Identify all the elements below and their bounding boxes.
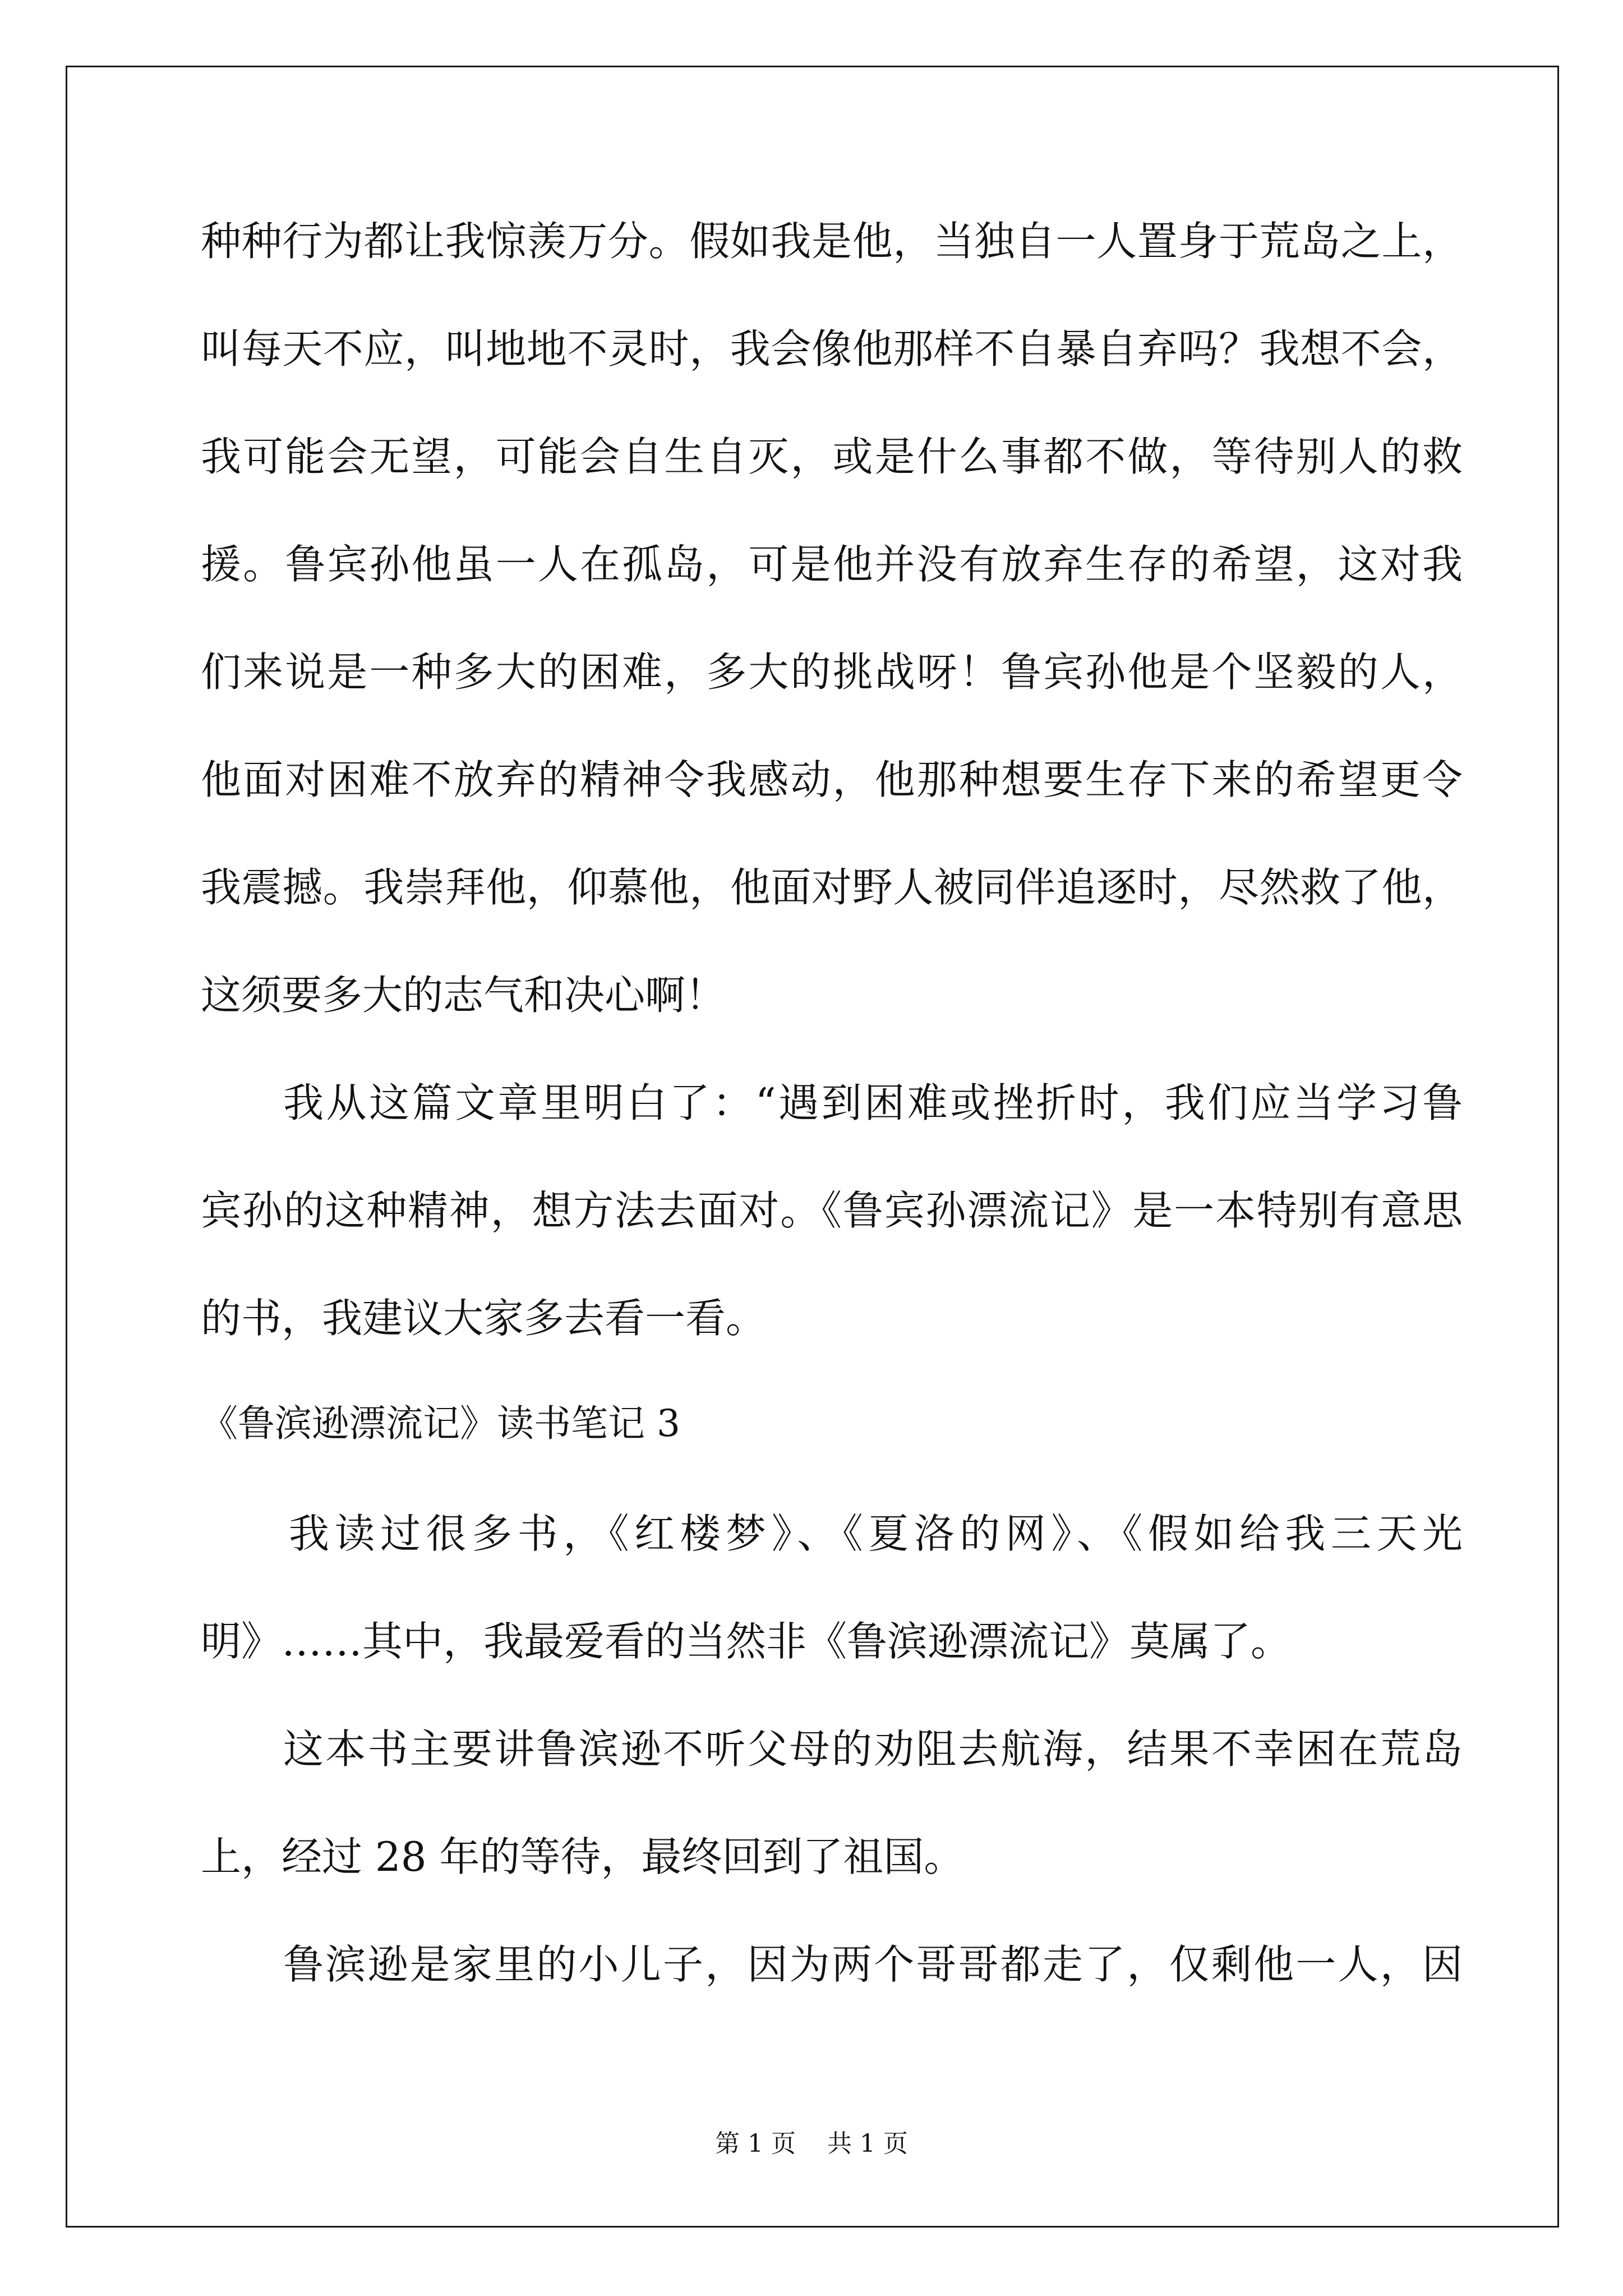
text-line: 明》……其中，我最爱看的当然非《鲁滨逊漂流记》莫属了。 [201, 1618, 1292, 1665]
text-line: 我读过很多书，《红楼梦》、《夏洛的网》、《假如给我三天光 [289, 1510, 1463, 1557]
text-line: 这须要多大的志气和决心啊！ [201, 972, 726, 1019]
text-line: 我可能会无望，可能会自生自灭，或是什么事都不做，等待别人的救 [201, 433, 1463, 480]
section-heading: 《鲁滨逊漂流记》读书笔记 3 [201, 1402, 680, 1445]
page-footer [0, 2127, 1623, 2161]
text-line: 我震撼。我崇拜他，仰慕他，他面对野人被同伴追逐时，尽然救了他， [201, 864, 1463, 911]
text-line: 我从这篇文章里明白了：“遇到困难或挫折时，我们应当学习鲁 [283, 1079, 1463, 1126]
page-total: 共 1 页 [827, 2129, 908, 2158]
text-line: 叫每天不应，叫地地不灵时，我会像他那样不自暴自弃吗？我想不会， [201, 325, 1463, 372]
text-line: 援。鲁宾孙他虽一人在孤岛，可是他并没有放弃生存的希望，这对我 [201, 541, 1463, 588]
text-line: 他面对困难不放弃的精神令我感动，他那种想要生存下来的希望更令 [201, 756, 1463, 803]
text-line: 这本书主要讲鲁滨逊不听父母的劝阻去航海，结果不幸困在荒岛 [283, 1726, 1463, 1773]
text-line: 宾孙的这种精神，想方法去面对。《鲁宾孙漂流记》是一本特别有意思 [201, 1187, 1463, 1234]
page-number: 第 1 页 [715, 2129, 796, 2158]
page-border [66, 66, 1559, 2228]
text-line: 种种行为都让我惊羡万分。假如我是他，当独自一人置身于荒岛之上， [201, 218, 1463, 265]
text-line: 们来说是一种多大的困难，多大的挑战呀！鲁宾孙他是个坚毅的人， [201, 648, 1463, 696]
text-line: 的书，我建议大家多去看一看。 [201, 1295, 767, 1342]
text-line: 上，经过 28 年的等待，最终回到了祖国。 [201, 1833, 965, 1880]
text-line: 鲁滨逊是家里的小儿子，因为两个哥哥都走了，仅剩他一人，因 [283, 1941, 1463, 1988]
